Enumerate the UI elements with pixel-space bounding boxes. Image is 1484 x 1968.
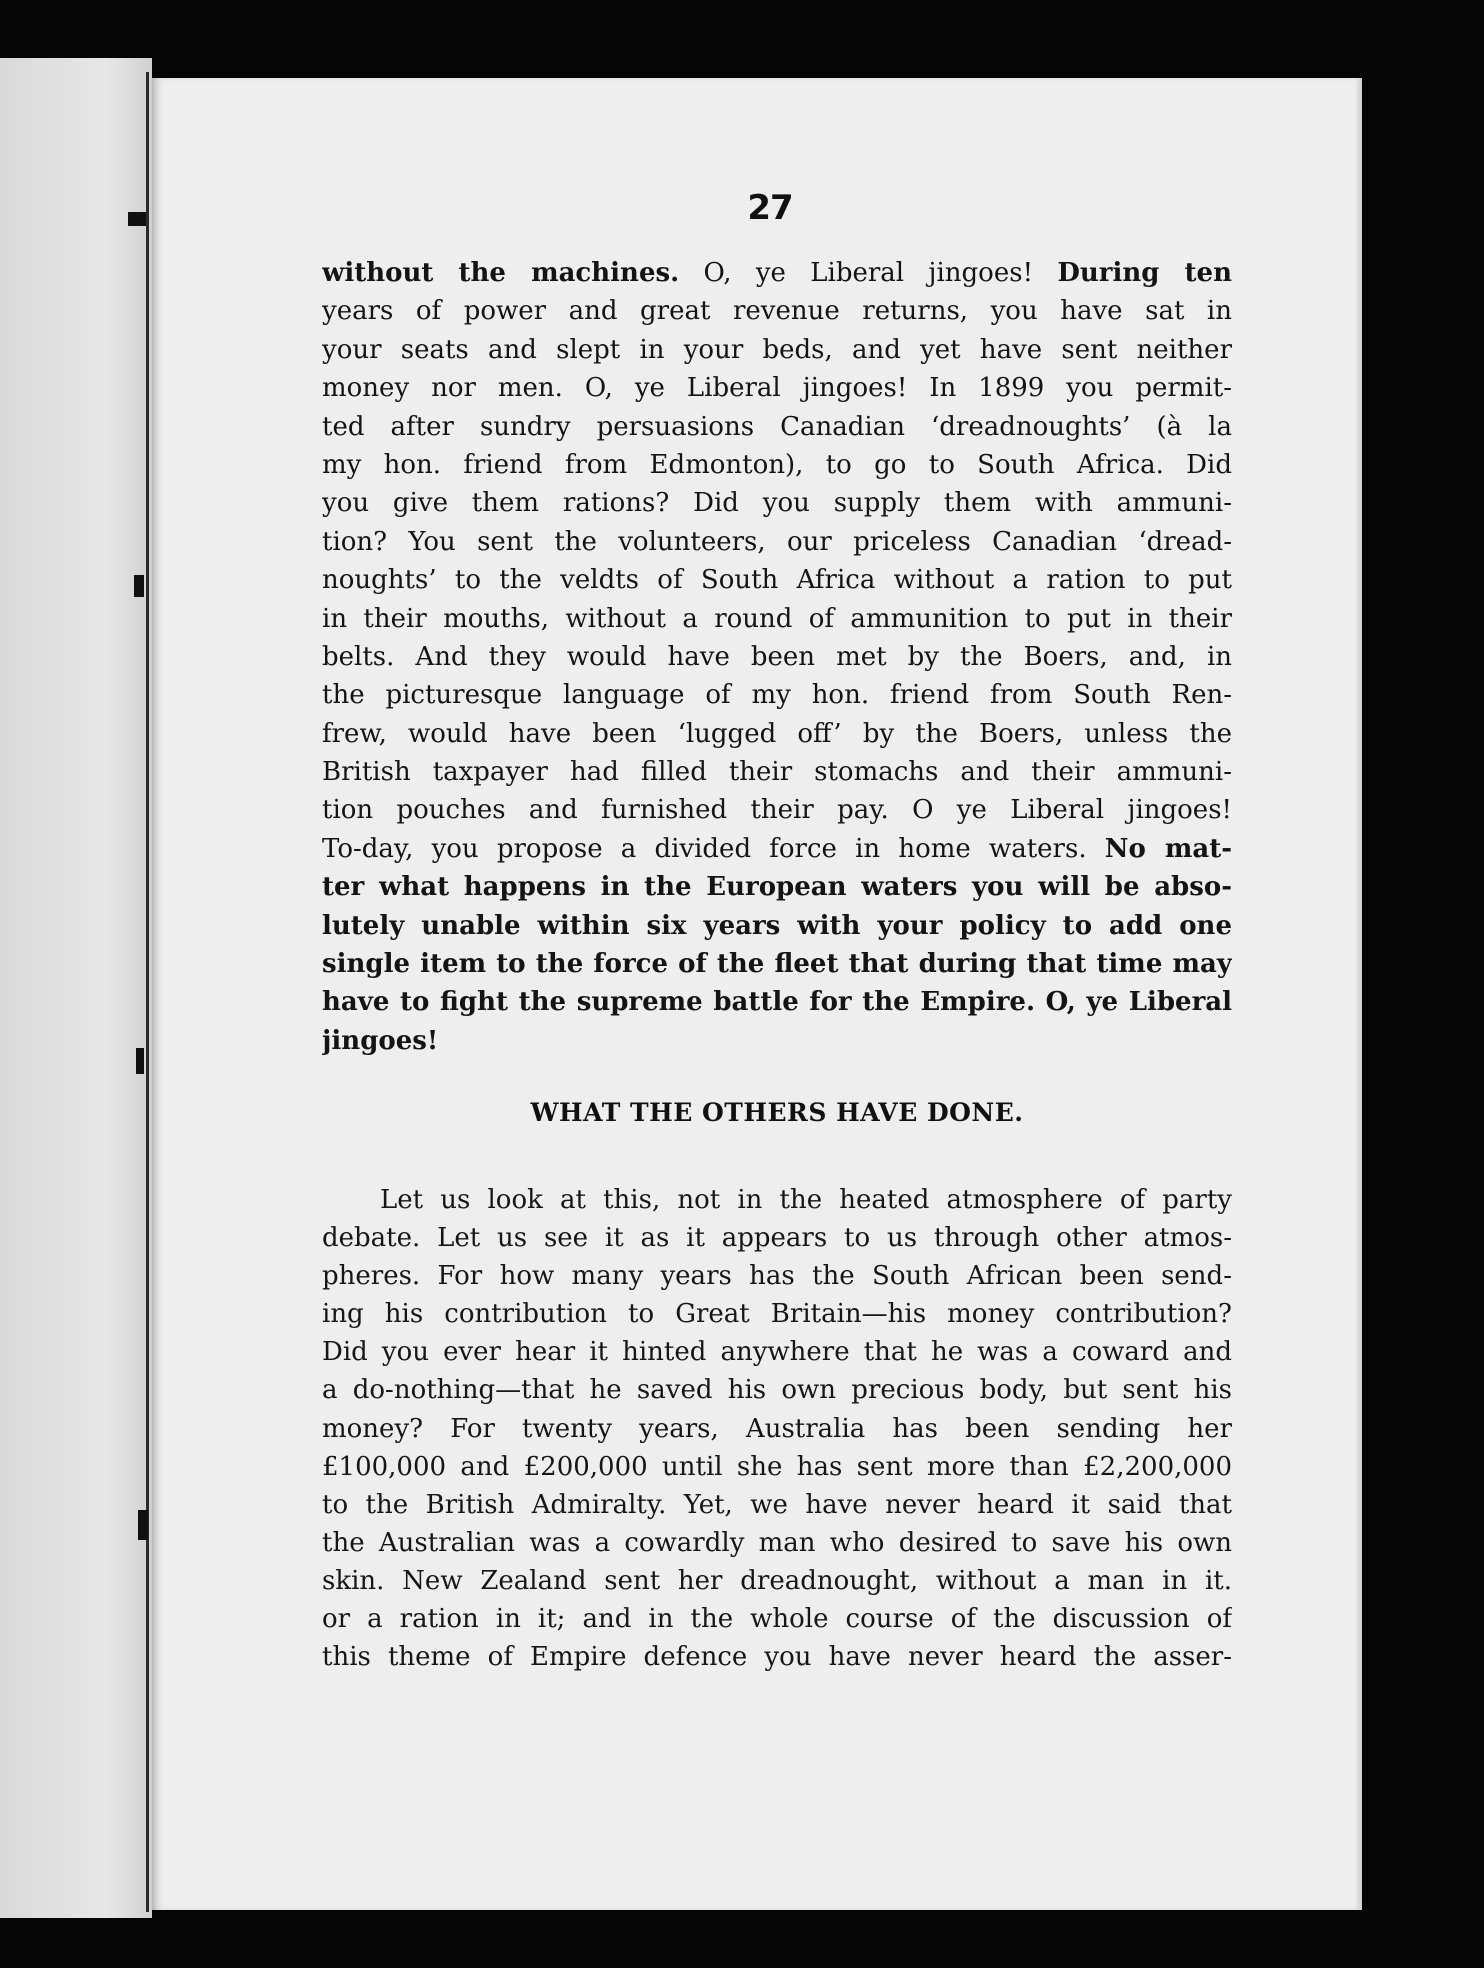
text-line: the Australian was a cowardly man who desired to save his own [322,1527,1232,1558]
text-segment: have to fight the supreme battle for the Empire. O, ye Liberal [322,987,1232,1018]
text-segment: lutely unable within six years with your policy to add one [322,910,1232,941]
text-segment: frew, would have been ‘lugged off’ by the Boers, unless the [322,718,1232,749]
text-line [322,868,1232,906]
text-line: debate. Let us see it as it appears to us through other atmos- [322,1223,1232,1254]
document-page [152,78,1362,1910]
text-segment: ter what happens in the European waters you will be abso- [322,872,1232,903]
page-gutter-line [146,72,149,1912]
text-line [322,369,1232,407]
text-segment: jingoes! [322,1025,439,1056]
text-line: skin. New Zealand sent her dreadnought, without a man in it. [322,1565,1232,1596]
text-segment: in their mouths, without a round of ammunition to put in their [322,603,1232,634]
text-segment: my hon. friend from Edmonton), to go to South Africa. Did [322,449,1232,480]
text-segment: noughts’ to the veldts of South Africa without a ration to put [322,565,1232,596]
text-line [322,945,1232,983]
text-segment: During ten [1057,258,1232,288]
text-segment: belts. And they would have been met by the Boers, and, in [322,641,1232,672]
text-line: pheres. For how many years has the South African been send- [322,1261,1232,1292]
edge-mark [134,575,144,597]
text-segment: you give them rations? Did you supply them with ammuni- [322,488,1232,519]
text-segment: tion? You sent the volunteers, our priceless Canadian ‘dread- [322,526,1232,557]
previous-page-edge [0,58,152,1918]
text-line: money? For twenty years, Australia has been sending her [322,1413,1232,1444]
paragraph-2 [322,1181,1232,1676]
text-line [322,753,1232,791]
edge-mark [136,1048,144,1074]
text-line [322,523,1232,561]
text-segment: O, ye Liberal jingoes! [679,258,1058,288]
text-line: Let us look at this, not in the heated atmosphere of party [380,1185,1232,1215]
text-segment: single item to the force of the fleet that during that time may [322,949,1232,980]
text-line [322,638,1232,676]
text-line [322,791,1232,829]
text-line: or a ration in it; and in the whole course of the discussion of [322,1604,1232,1635]
text-line [322,561,1232,599]
text-line [322,983,1232,1021]
text-line: to the British Admiralty. Yet, we have never heard it said that [322,1489,1232,1520]
edge-mark [128,212,146,226]
text-line: this theme of Empire defence you have never heard the asser- [322,1642,1232,1673]
text-segment: tion pouches and furnished their pay. O ye Liberal jingoes! [322,795,1232,826]
page-edge-shade [1356,78,1362,1910]
text-line [322,254,1232,292]
text-segment: To-day, you propose a divided force in home waters. [322,833,1105,864]
text-line [322,907,1232,945]
text-line [322,331,1232,369]
text-line [322,484,1232,522]
text-line [322,600,1232,638]
text-line [322,446,1232,484]
text-segment: the picturesque language of my hon. friend from South Ren- [322,680,1232,711]
text-line: Did you ever hear it hinted anywhere that he was a coward and [322,1337,1232,1368]
page-number: 27 [747,188,793,228]
text-line [322,1022,1232,1060]
text-segment: your seats and slept in your beds, and yet have sent neither [322,334,1232,365]
paragraph-1 [322,254,1232,1060]
text-line [322,676,1232,714]
text-segment: No mat- [1104,833,1232,864]
text-segment: British taxpayer had filled their stomachs and their ammuni- [322,757,1232,788]
text-segment: without the machines. [322,258,680,288]
text-line: £100,000 and £200,000 until she has sent more than £2,200,000 [322,1451,1232,1482]
text-segment: money nor men. O, ye Liberal jingoes! In 1899 you permit- [322,373,1232,404]
text-segment: ted after sundry persuasions Canadian ‘dreadnoughts’ (à la [322,411,1232,442]
text-line: ing his contribution to Great Britain—his money contribution? [322,1299,1232,1330]
text-line: a do-nothing—that he saved his own precious body, but sent his [322,1375,1232,1406]
edge-mark [138,1510,148,1540]
text-segment: years of power and great revenue returns, you have sat in [322,296,1232,327]
text-line [322,408,1232,446]
text-line [322,715,1232,753]
text-line [322,830,1232,868]
text-line [322,292,1232,330]
section-heading: WHAT THE OTHERS HAVE DONE. [530,1098,1024,1127]
